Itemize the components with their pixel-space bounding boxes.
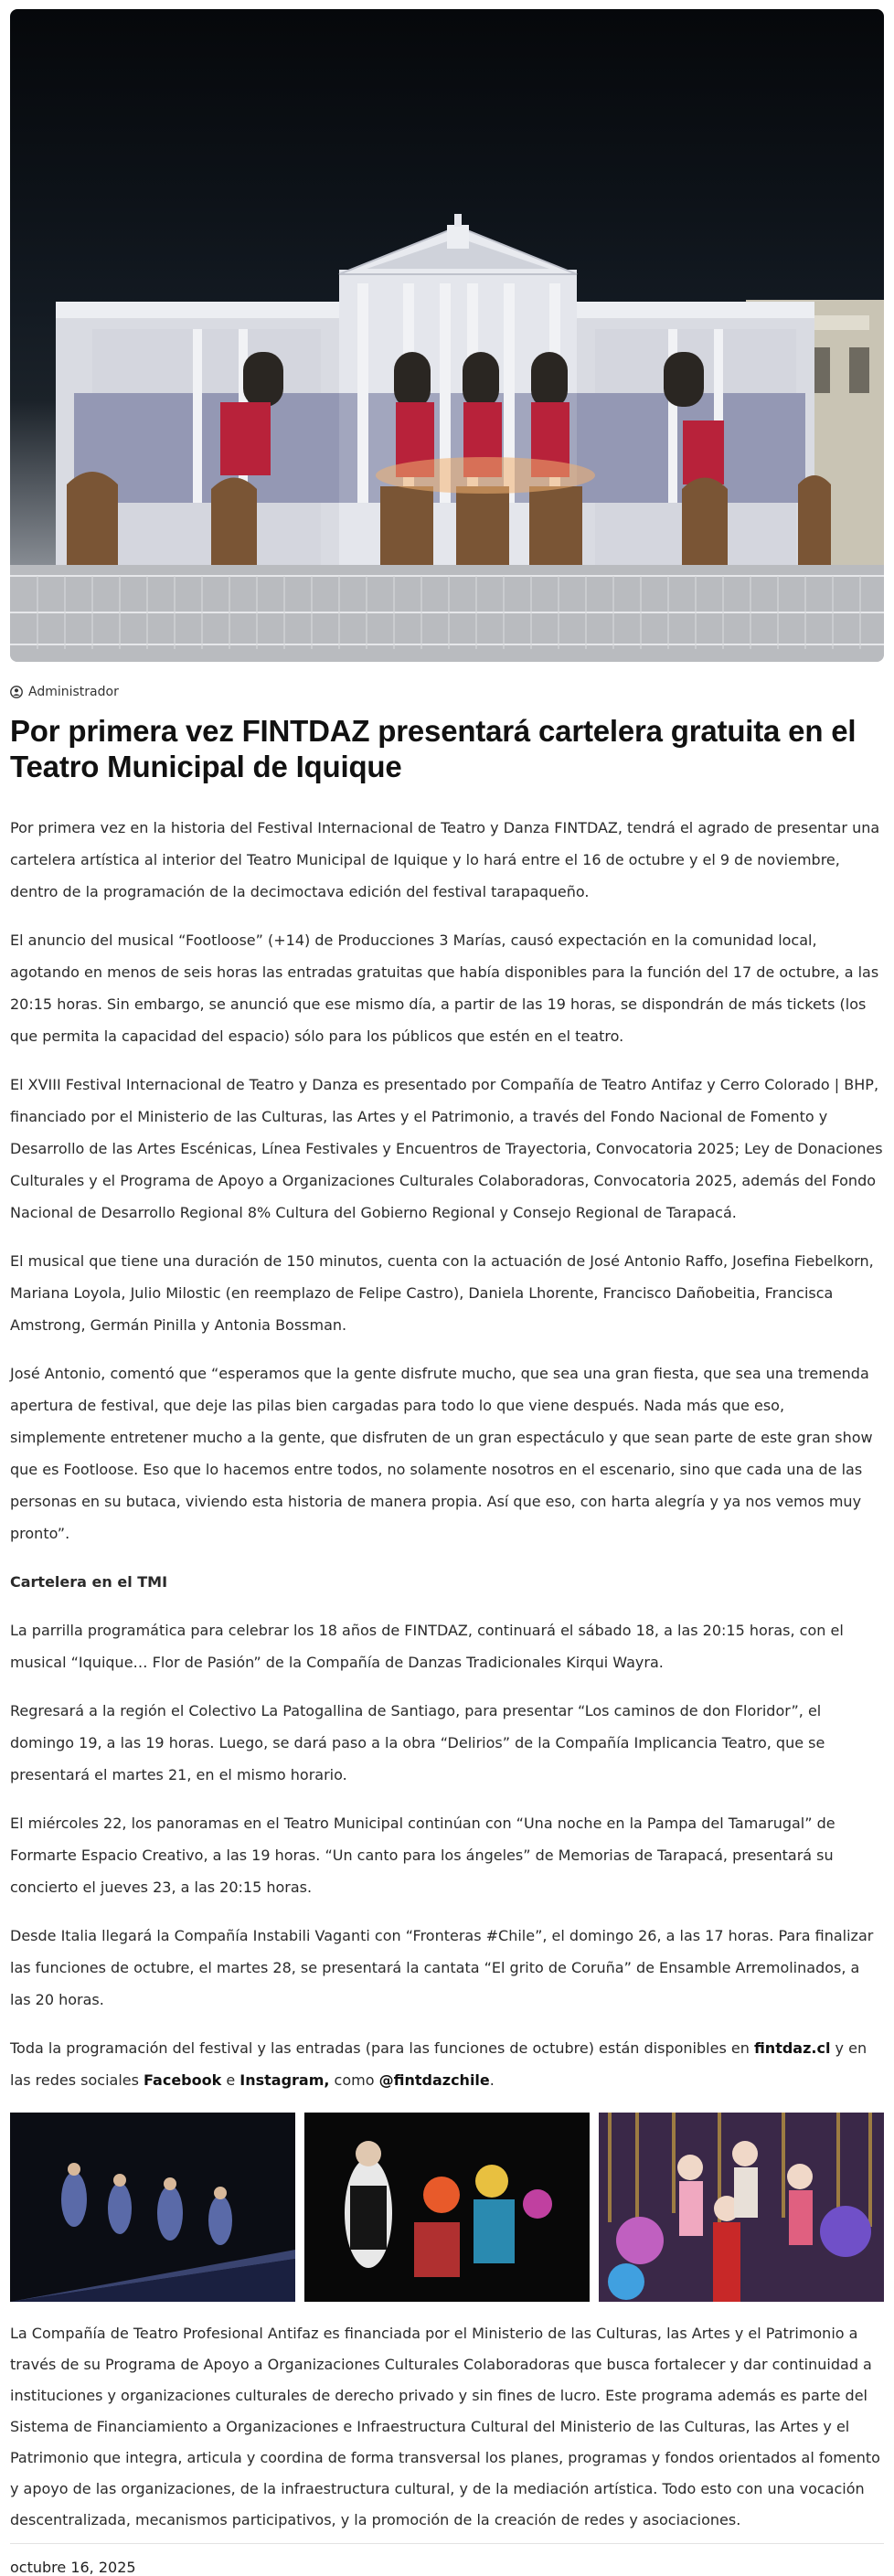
gallery-photo-dancers[interactable] xyxy=(10,2113,295,2302)
gallery-photo-cast[interactable] xyxy=(599,2113,884,2302)
article-title: Por primera vez FINTDAZ presentará cartelera gratuita en el Teatro Municipal de Iquique xyxy=(10,714,857,783)
paragraph: El XVIII Festival Internacional de Teatro y Danza es presentado por Compañía de Teatro Antifaz y Cerro Colorado | BHP, financiado por el Ministerio de las Culturas, las Artes y el Patrimonio, a través del Fondo Nacional de Fomento y Desarrollo de las Artes Escénicas, Línea Festivales y Encuentros de Trayectoria, Convocatoria 2025; Ley de Donaciones Culturales y el Programa de Apoyo a Organizaciones Culturales Colaboradoras, Convocatoria 2025, además del Fondo Nacional de Desarrollo Regional 8% Cultura del Gobierno Regional y Consejo Regional de Tarapacá. xyxy=(10,1076,883,1221)
user-circle-icon xyxy=(10,686,23,698)
closing-text: como xyxy=(329,2071,379,2089)
credit-text: La Compañía de Teatro Profesional Antifaz es financiada por el Ministerio de las Culturas, las Artes y el Patrimonio a través de su Programa de Apoyo a Organizaciones Culturales Colaboradoras que busca fortalecer y dar continuidad a instituciones y organizaciones culturales de derecho privado y sin fines de lucro. Este programa además es parte del Sistema de Financiamiento a Organizaciones e Infraestructura Cultural del Ministerio de las Culturas, las Artes y el Patrimonio que integra, articula y coordina de forma transversal los planes, programas y fondos orientados al fomento y apoyo de las organizaciones, de la infraestructura cultural, y de la mediación artística. Todo esto con una vocación descentralizada, mecanismos participativos, y la promoción de la creación de redes y asociaciones. xyxy=(10,2325,880,2528)
paragraph: El musical que tiene una duración de 150 minutos, cuenta con la actuación de José Antonio Raffo, Josefina Fiebelkorn, Mariana Loyola, Julio Milostic (en reemplazo de Felipe Castro), Daniela Lhorente, Francisco Dañobeitia, Francisca Amstrong, Germán Pinilla y Antonia Bossman. xyxy=(10,1252,874,1334)
section-subheading: Cartelera en el TMI xyxy=(10,1573,168,1591)
closing-paragraph xyxy=(10,2032,884,2096)
article xyxy=(10,9,884,2576)
website-link[interactable]: fintdaz.cl xyxy=(753,2039,831,2057)
paragraph: El anuncio del musical “Footloose” (+14) de Producciones 3 Marías, causó expectación en la comunidad local, agotando en menos de seis horas las entradas gratuitas que había disponibles para la función del 17 de octubre, a las 20:15 horas. Sin embargo, se anunció que ese mismo día, a partir de las 19 horas, se dispondrán de más tickets (los que permita la capacidad del espacio) sólo para los públicos que estén en el teatro. xyxy=(10,931,879,1045)
paragraph: La parrilla programática para celebrar los 18 años de FINTDAZ, continuará el sábado 18, a las 20:15 horas, con el musical “Iquique… Flor de Pasión” de la Compañía de Danzas Tradicionales Kirqui Wayra. xyxy=(10,1622,844,1671)
paragraph: El miércoles 22, los panoramas en el Teatro Municipal continúan con “Una noche en la Pampa del Tamarugal” de Formarte Espacio Creativo, a las 19 horas. “Un canto para los ángeles” de Memorias de Tarapacá, presentará su concierto el jueves 23, a las 20:15 horas. xyxy=(10,1815,835,1896)
author-line xyxy=(10,684,884,700)
publish-date: octubre 16, 2025 xyxy=(10,2559,136,2576)
closing-text: e xyxy=(221,2071,240,2089)
gallery-photo-puppets[interactable] xyxy=(304,2113,590,2302)
instagram-link[interactable]: Instagram, xyxy=(239,2071,330,2089)
funding-credit xyxy=(10,2318,884,2536)
paragraph: Por primera vez en la historia del Festival Internacional de Teatro y Danza FINTDAZ, tendrá el agrado de presentar una cartelera artística al interior del Teatro Municipal de Iquique y lo hará entre el 16 de octubre y el 9 de noviembre, dentro de la programación de la decimoctava edición del festival tarapaqueño. xyxy=(10,819,880,900)
photo-gallery xyxy=(10,2113,884,2302)
closing-text: Toda la programación del festival y las entradas (para las funciones de octubre) están disponibles en xyxy=(10,2039,754,2057)
closing-text: . xyxy=(489,2071,495,2089)
closing-text: y en las redes sociales xyxy=(10,2039,867,2089)
facebook-link[interactable]: Facebook xyxy=(144,2071,222,2089)
divider xyxy=(10,2543,884,2544)
teatro-municipal-photo xyxy=(10,9,884,662)
instagram-handle[interactable]: @fintdazchile xyxy=(378,2071,490,2089)
paragraph: José Antonio, comentó que “esperamos que la gente disfrute mucho, que sea una gran fiesta, que sea una tremenda apertura de festival, que deje las pilas bien cargadas para todo lo que viene después. Nada más que eso, simplemente entretener mucho a la gente, que disfruten de un gran espectáculo y que sean parte de este gran show que es Footloose. Eso que lo hacemos entre todos, no solamente nosotros en el escenario, sino que cada una de las personas en su butaca, viviendo esta historia de manera propia. Así que eso, con harta alegría y ya nos vemos muy pronto”. xyxy=(10,1365,873,1542)
paragraph: Desde Italia llegará la Compañía Instabili Vaganti con “Fronteras #Chile”, el domingo 26, a las 17 horas. Para finalizar las funciones de octubre, el martes 28, se presentará la cantata “El grito de Coruña” de Ensamble Arremolinados, a las 20 horas. xyxy=(10,1927,874,2008)
paragraph: Regresará a la región el Colectivo La Patogallina de Santiago, para presentar “Los caminos de don Floridor”, el domingo 19, a las 19 horas. Luego, se dará paso a la obra “Delirios” de la Compañía Implicancia Teatro, que se presentará el martes 21, en el mismo horario. xyxy=(10,1702,825,1783)
author-name[interactable]: Administrador xyxy=(28,685,119,699)
article-body xyxy=(10,812,884,2096)
